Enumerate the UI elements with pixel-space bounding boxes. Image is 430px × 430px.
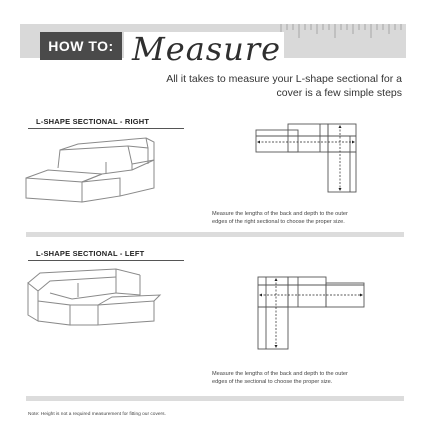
title-box <box>124 32 284 66</box>
divider-bottom <box>26 396 404 401</box>
section-rule-right <box>28 128 184 129</box>
intro-line-2: cover is a few simple steps <box>276 87 402 99</box>
header-banner <box>20 24 406 66</box>
howto-label: HOW TO: <box>48 38 114 54</box>
howto-badge <box>40 32 122 60</box>
intro-text <box>132 72 402 100</box>
caption-right <box>212 210 422 226</box>
divider-top <box>26 232 404 237</box>
diagram-left <box>254 273 370 353</box>
section-rule-left <box>28 260 184 261</box>
ruler-ticks <box>275 24 406 58</box>
section-title-right: L-SHAPE SECTIONAL - RIGHT <box>36 117 150 126</box>
caption-right-line-2: edges of the right sectional to choose the proper size. <box>212 219 345 225</box>
section-title-left: L-SHAPE SECTIONAL - LEFT <box>36 249 145 258</box>
page-title: Measure <box>132 30 282 68</box>
intro-line-1: All it takes to measure your L-shape sectional for a <box>166 73 402 85</box>
caption-left <box>212 370 422 386</box>
footnote: Note: Height is not a required measurement for fitting our covers. <box>28 412 166 417</box>
diagram-right <box>248 122 374 197</box>
caption-left-line-1: Measure the lengths of the back and depth to the outer <box>212 371 348 377</box>
sofa-illustration-right <box>20 130 160 205</box>
caption-left-line-2: edges of the sectional to choose the proper size. <box>212 379 333 385</box>
caption-right-line-1: Measure the lengths of the back and depth to the outer <box>212 211 348 217</box>
sofa-illustration-left <box>20 265 160 335</box>
